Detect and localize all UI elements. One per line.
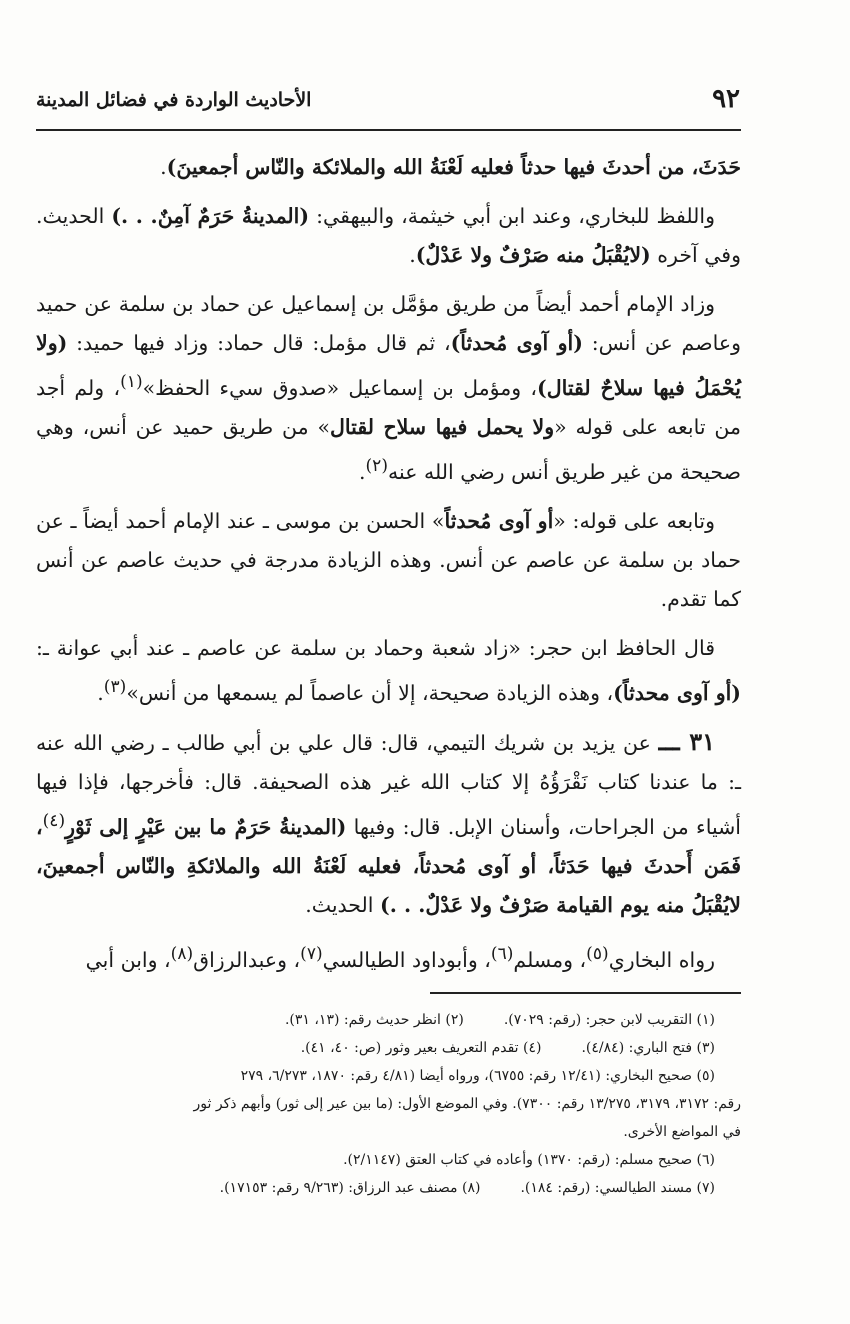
footnote-rule xyxy=(430,992,741,994)
footnote-3: (٣) فتح الباري: (٤/٨٤). xyxy=(581,1040,715,1056)
hadith-ending: حَدَثَ، من أحدثَ فيها حدثاً فعليه لَعْنَةُ الله والملائكة والنّاس أجمعينَ) xyxy=(166,155,741,179)
footnote-5-continued: رقم: ٣١٧٢، ٣١٧٩، ١٣/٢٧٥ رقم: ٧٣٠٠). وفي الموضع الأول: (ما بين عير إلى ثور) وأبهم ذكر ثور xyxy=(193,1096,741,1112)
quoted-hadith: (المدينةُ حَرَمٌ ما بين عَيْرٍ إلى ثَوْرٍ xyxy=(65,815,347,840)
text-segment: ، وأبوداود الطيالسي xyxy=(322,948,491,973)
footnote-ref: (١) xyxy=(120,372,143,392)
footnote-5: (٥) صحيح البخاري: (١٢/٤١ رقم: ٦٧٥٥)، ورواه أيضا (٤/٨١ رقم: ١٨٧٠، ٦/٢٧٣، ٢٧٩ xyxy=(240,1068,715,1084)
paragraph-2 xyxy=(36,197,741,275)
text-segment: ، ولم أجد من تابعه على قوله « xyxy=(36,375,741,439)
quoted-hadith: أو آوى مُحدثاً xyxy=(444,508,554,533)
footnote-row xyxy=(36,1034,741,1062)
text-segment: . xyxy=(358,459,366,484)
footnote-5-continued: في المواضع الأخرى. xyxy=(623,1124,741,1140)
text-segment: وتابعه على قوله: « xyxy=(553,508,716,533)
text-segment: ، ومؤمل بن إسماعيل «صدوق سيء الحفظ» xyxy=(142,375,538,400)
paragraph-3 xyxy=(36,285,741,492)
running-title: الأحاديث الواردة في فضائل المدينة xyxy=(36,89,312,111)
footnote-ref: (٢) xyxy=(365,455,389,476)
hadith-number: ٣١ ـــ xyxy=(658,727,716,757)
quoted-hadith: ، فَمَن أَحدثَ فيها حَدَثاً، أو آوى مُحدثاً، فعليه لَعْنَةُ الله والملائكةِ والنّاس أجمعينَ، لايُقْبَلُ منه يوم القيامة صَرْفٌ ولا عَدْلٌ. . .) xyxy=(36,815,741,918)
page-number: ٩٢ xyxy=(712,84,740,114)
page-header xyxy=(36,84,740,114)
paragraph-7 xyxy=(36,935,741,980)
footnote-ref: (٣) xyxy=(103,676,127,697)
text-segment: قال الحافظ ابن حجر: «زاد شعبة وحماد بن سلمة عن عاصم ـ عند أبي عوانة ـ: xyxy=(36,635,715,660)
quoted-hadith: (أو آوى محدثاً) xyxy=(613,680,741,705)
text-segment: عن يزيد بن شريك التيمي، قال: قال علي بن أبي طالب ـ رضي الله عنه ـ: ما عندنا كتاب نَقْرَؤُهُ إلا كتاب الله غير هذه الصحيفة. قال: فأخرجها، فإذا فيها أشياء من الجراحات، وأسنان الإبل. قال: وفيها xyxy=(36,731,742,840)
paragraph-6 xyxy=(36,722,741,925)
paragraph-4 xyxy=(36,502,741,619)
quoted-hadith: (المدينةُ حَرَمٌ آمِنٌ. . .) xyxy=(111,204,310,228)
quoted-hadith: ولا يحمل فيها سلاح لقتال xyxy=(330,414,555,439)
text-segment: ، وهذه الزيادة صحيحة، إلا أن عاصماً لم يسمعها من أنس» xyxy=(126,680,614,705)
text-segment: . xyxy=(97,680,104,705)
header-rule xyxy=(36,129,741,131)
footnote-6: (٦) صحيح مسلم: (رقم: ١٣٧٠) وأعاده في كتاب العتق (٢/١١٤٧). xyxy=(343,1152,715,1168)
text-segment: . xyxy=(409,243,416,267)
text-segment: . xyxy=(160,155,167,179)
text-segment: رواه البخاري xyxy=(608,948,715,973)
quoted-hadith: (أو آوى مُحدثاً) xyxy=(450,331,583,355)
text-segment: ، ومسلم xyxy=(513,948,587,973)
footnote-ref: (٤) xyxy=(42,811,66,832)
footnote-row xyxy=(36,1174,741,1202)
text-segment: » من طريق حميد عن أنس، وهي صحيحة من غير طريق أنس رضي الله عنه xyxy=(36,414,741,484)
text-segment: الحديث. وفي آخره xyxy=(36,204,741,267)
footnote-2: (٢) انظر حديث رقم: (١٣، ٣١). xyxy=(284,1012,464,1028)
paragraph-1 xyxy=(36,148,741,187)
quoted-hadith: (ولا يُحْمَلُ فيها سلاحٌ لقتال) xyxy=(36,331,741,400)
text-segment: » الحسن بن موسى ـ عند الإمام أحمد أيضاً ـ عن حماد بن سلمة عن عاصم عن أنس. وهذه الزيادة مدرجة في حديث عاصم عن أنس كما تقدم. xyxy=(36,508,741,611)
footnote-4: (٤) تقدم التعريف بعير وثور (ص: ٤٠، ٤١). xyxy=(300,1040,542,1056)
main-text xyxy=(36,148,741,990)
text-segment: ، وعبدالرزاق xyxy=(193,948,301,973)
footnote-ref: (٨) xyxy=(170,944,194,965)
footnote-8: (٨) مصنف عبد الرزاق: (٩/٢٦٣ رقم: ١٧١٥٣). xyxy=(219,1180,481,1196)
footnote-7: (٧) مسند الطيالسي: (رقم: ١٨٤). xyxy=(520,1180,715,1196)
footnote-ref: (٦) xyxy=(490,944,514,965)
quoted-hadith: (لايُقْبَلُ منه صَرْفٌ ولا عَدْلٌ) xyxy=(415,243,651,267)
footnote-ref: (٧) xyxy=(300,944,323,965)
footnotes xyxy=(36,1006,741,1202)
footnote-1: (١) التقريب لابن حجر: (رقم: ٧٠٢٩). xyxy=(503,1012,715,1028)
text-segment: الحديث. xyxy=(305,893,380,918)
text-segment: ، ثم قال مؤمل: قال حماد: وزاد فيها حميد: xyxy=(67,331,451,355)
text-segment: ، وابن أبي xyxy=(85,948,171,973)
text-segment: وزاد الإمام أحمد أيضاً من طريق مؤمَّل بن إسماعيل عن حماد بن سلمة عن حميد وعاصم عن أنس: xyxy=(36,292,741,355)
footnote-ref: (٥) xyxy=(586,944,609,965)
text-segment: واللفظ للبخاري، وعند ابن أبي خيثمة، والبيهقي: xyxy=(309,204,715,228)
paragraph-5 xyxy=(36,629,741,713)
footnote-row xyxy=(36,1006,741,1034)
